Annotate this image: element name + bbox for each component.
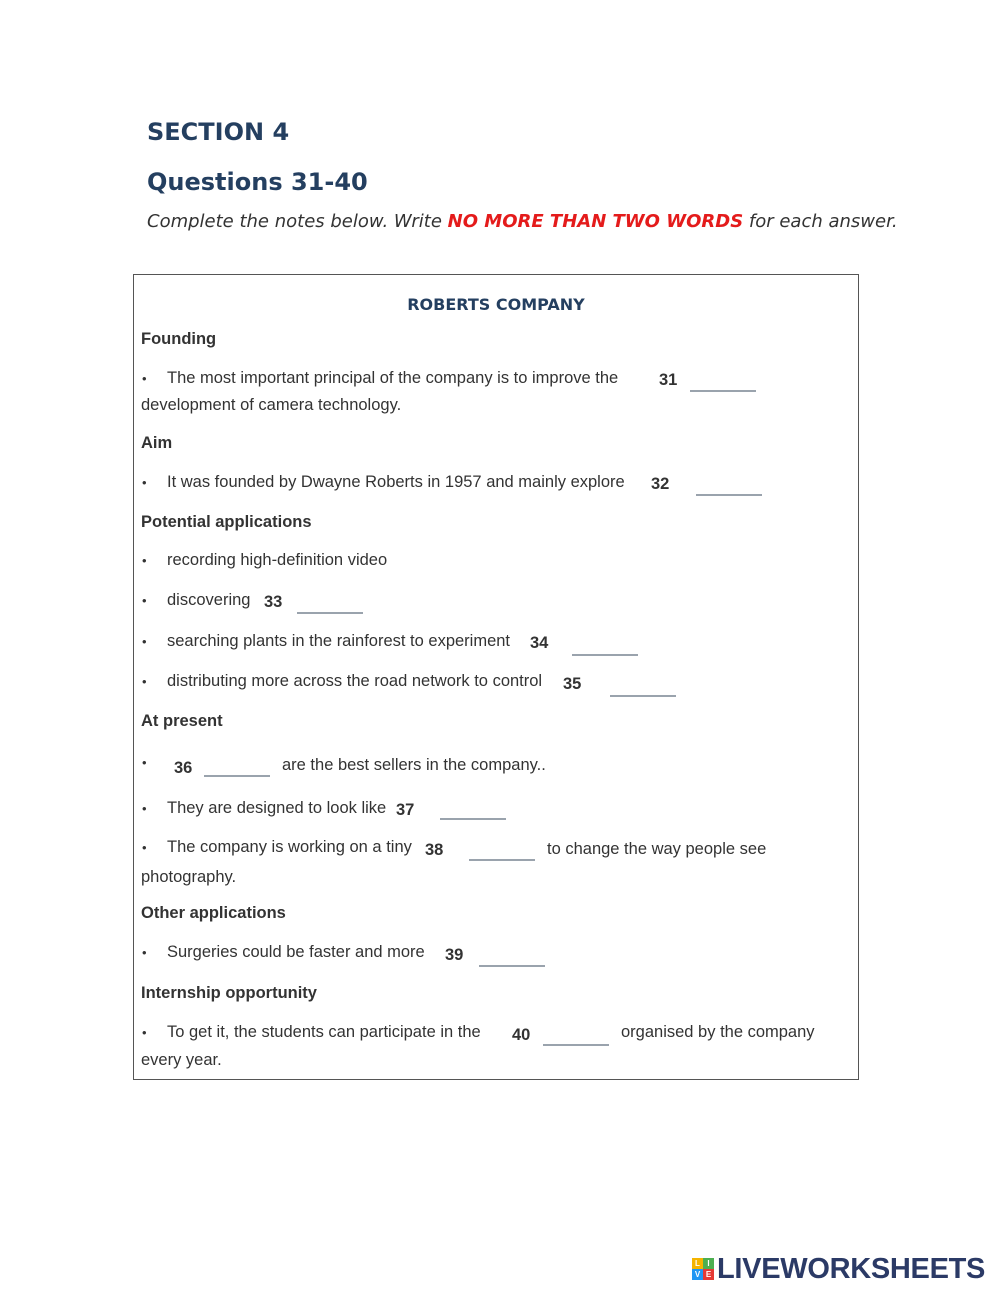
notes-box [133,274,859,1080]
potential-item-discovering: discovering [167,591,251,609]
logo-letter: L [692,1258,703,1269]
instruction [147,211,898,232]
answer-blank-33[interactable] [297,612,363,614]
heading-at-present: At present [141,712,223,730]
bullet-icon: • [142,1025,147,1040]
founding-text: The most important principal of the company is to improve the [167,369,619,387]
potential-item-road: distributing more across the road network to control [167,672,543,690]
potential-item-video: recording high-definition video [167,551,388,569]
answer-blank-36[interactable] [204,775,270,777]
answer-blank-37[interactable] [440,818,506,820]
liveworksheets-logo [692,1253,985,1285]
instruction-emphasis: NO MORE THAN TWO WORDS [447,211,744,232]
bullet-icon: • [142,593,147,608]
logo-letter: V [692,1269,703,1280]
instruction-post: for each answer. [743,211,898,232]
present-item-designed: They are designed to look like [167,799,387,817]
logo-mark-icon [692,1258,714,1280]
founding-text-line2: development of camera technology. [141,396,402,414]
bullet-icon: • [142,755,147,770]
logo-letter: E [703,1269,714,1280]
logo-letter: I [703,1258,714,1269]
heading-potential-applications: Potential applications [141,513,312,531]
potential-item-plants: searching plants in the rainforest to experiment [167,632,511,650]
question-number-32: 32 [651,475,670,493]
present-item-sellers: are the best sellers in the company.. [282,756,546,774]
answer-blank-34[interactable] [572,654,638,656]
heading-aim: Aim [141,434,173,452]
heading-internship: Internship opportunity [141,984,317,1002]
answer-blank-35[interactable] [610,695,676,697]
answer-blank-31[interactable] [690,390,756,392]
questions-title: Questions 31-40 [147,168,368,196]
heading-founding: Founding [141,330,217,348]
bullet-icon: • [142,634,147,649]
question-number-38: 38 [425,841,444,859]
heading-other-applications: Other applications [141,904,286,922]
other-item-surgeries: Surgeries could be faster and more [167,943,425,961]
question-number-34: 34 [530,634,549,652]
present-item-tiny: The company is working on a tiny [167,838,412,856]
question-number-36: 36 [174,759,193,777]
bullet-icon: • [142,553,147,568]
bullet-icon: • [142,945,147,960]
bullet-icon: • [142,840,147,855]
answer-blank-40[interactable] [543,1044,609,1046]
present-item-tiny-line2: photography. [141,868,237,886]
bullet-icon: • [142,475,147,490]
bullet-icon: • [142,801,147,816]
notes-title: ROBERTS COMPANY [407,295,585,314]
aim-text: It was founded by Dwayne Roberts in 1957 and mainly explore [167,473,625,491]
question-number-40: 40 [512,1026,531,1044]
present-item-tiny-post: to change the way people see [547,840,767,858]
answer-blank-32[interactable] [696,494,762,496]
question-number-33: 33 [264,593,283,611]
question-number-37: 37 [396,801,415,819]
answer-blank-39[interactable] [479,965,545,967]
section-title: SECTION 4 [147,118,290,146]
bullet-icon: • [142,371,147,386]
instruction-pre: Complete the notes below. Write [147,211,448,232]
bullet-icon: • [142,674,147,689]
question-number-35: 35 [563,675,582,693]
internship-item: To get it, the students can participate in the [167,1023,481,1041]
answer-blank-38[interactable] [469,859,535,861]
internship-item-line2: every year. [141,1051,222,1069]
internship-item-post: organised by the company [621,1023,815,1041]
question-number-31: 31 [659,371,678,389]
question-number-39: 39 [445,946,464,964]
logo-text: LIVEWORKSHEETS [717,1252,986,1285]
